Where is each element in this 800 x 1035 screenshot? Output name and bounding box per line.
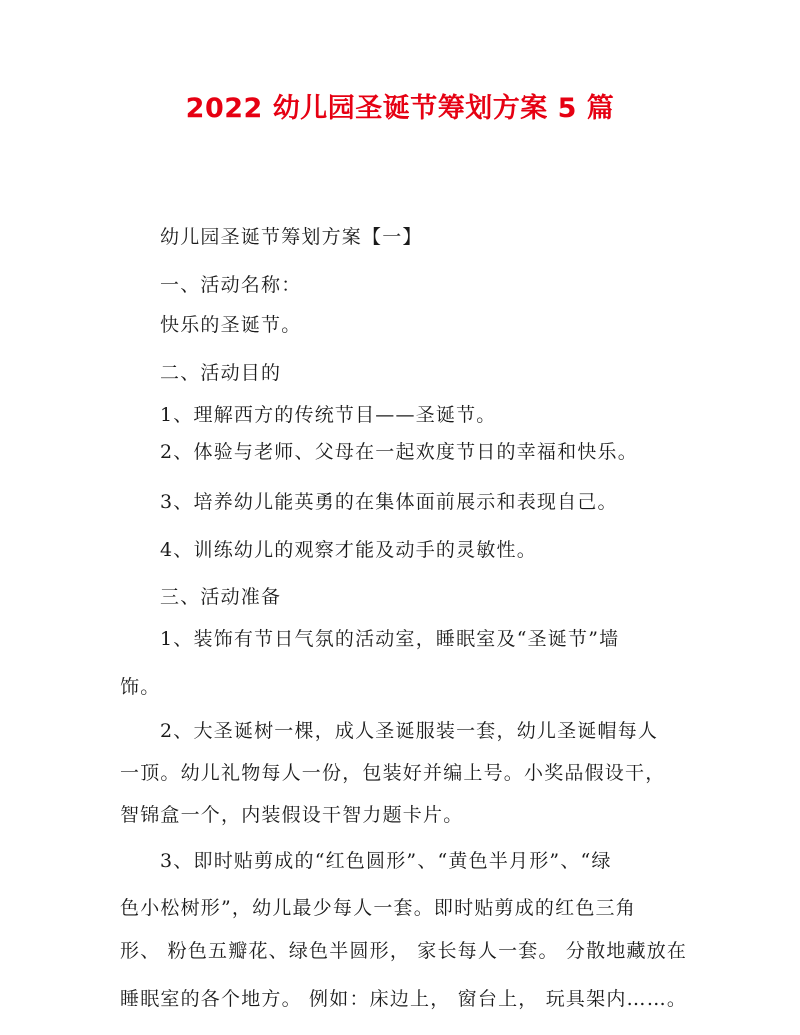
section-heading: 幼儿园圣诞节筹划方案【一】 xyxy=(160,226,423,248)
paragraph-line: 1、理解西方的传统节目——圣诞节。 xyxy=(160,404,497,426)
paragraph-line: 3、即时贴剪成的“红色圆形”、“黄色半月形”、“绿 xyxy=(160,850,612,872)
paragraph-line: 2、体验与老师、父母在一起欢度节日的幸福和快乐。 xyxy=(160,441,638,463)
paragraph-line: 智锦盒一个，内装假设干智力题卡片。 xyxy=(120,804,464,826)
paragraph-line: 饰。 xyxy=(120,676,161,698)
paragraph-line: 形、 粉色五瓣花、绿色半圆形， 家长每人一套。 分散地藏放在 xyxy=(120,940,688,962)
paragraph-line: 睡眠室的各个地方。 例如：床边上， 窗台上， 玩具架内……。 xyxy=(120,988,688,1010)
paragraph-line: 三、活动准备 xyxy=(160,586,282,608)
paragraph-line: 4、训练幼儿的观察才能及动手的灵敏性。 xyxy=(160,539,537,561)
paragraph-line: 色小松树形”，幼儿最少每人一套。即时贴剪成的红色三角 xyxy=(120,897,636,919)
paragraph-line: 快乐的圣诞节。 xyxy=(160,314,302,336)
paragraph-line: 1、装饰有节日气氛的活动室，睡眠室及“圣诞节”墙 xyxy=(160,628,620,650)
paragraph-line: 一顶。幼儿礼物每人一份，包装好并编上号。小奖品假设干， xyxy=(120,762,666,784)
paragraph-line: 3、培养幼儿能英勇的在集体面前展示和表现自己。 xyxy=(160,491,618,513)
document-title: 2022 幼儿园圣诞节筹划方案 5 篇 xyxy=(185,93,615,124)
paragraph-line: 2、大圣诞树一棵，成人圣诞服装一套，幼儿圣诞帽每人 xyxy=(160,720,659,742)
paragraph-line: 二、活动目的 xyxy=(160,362,282,384)
paragraph-line: 一、活动名称： xyxy=(160,274,302,296)
